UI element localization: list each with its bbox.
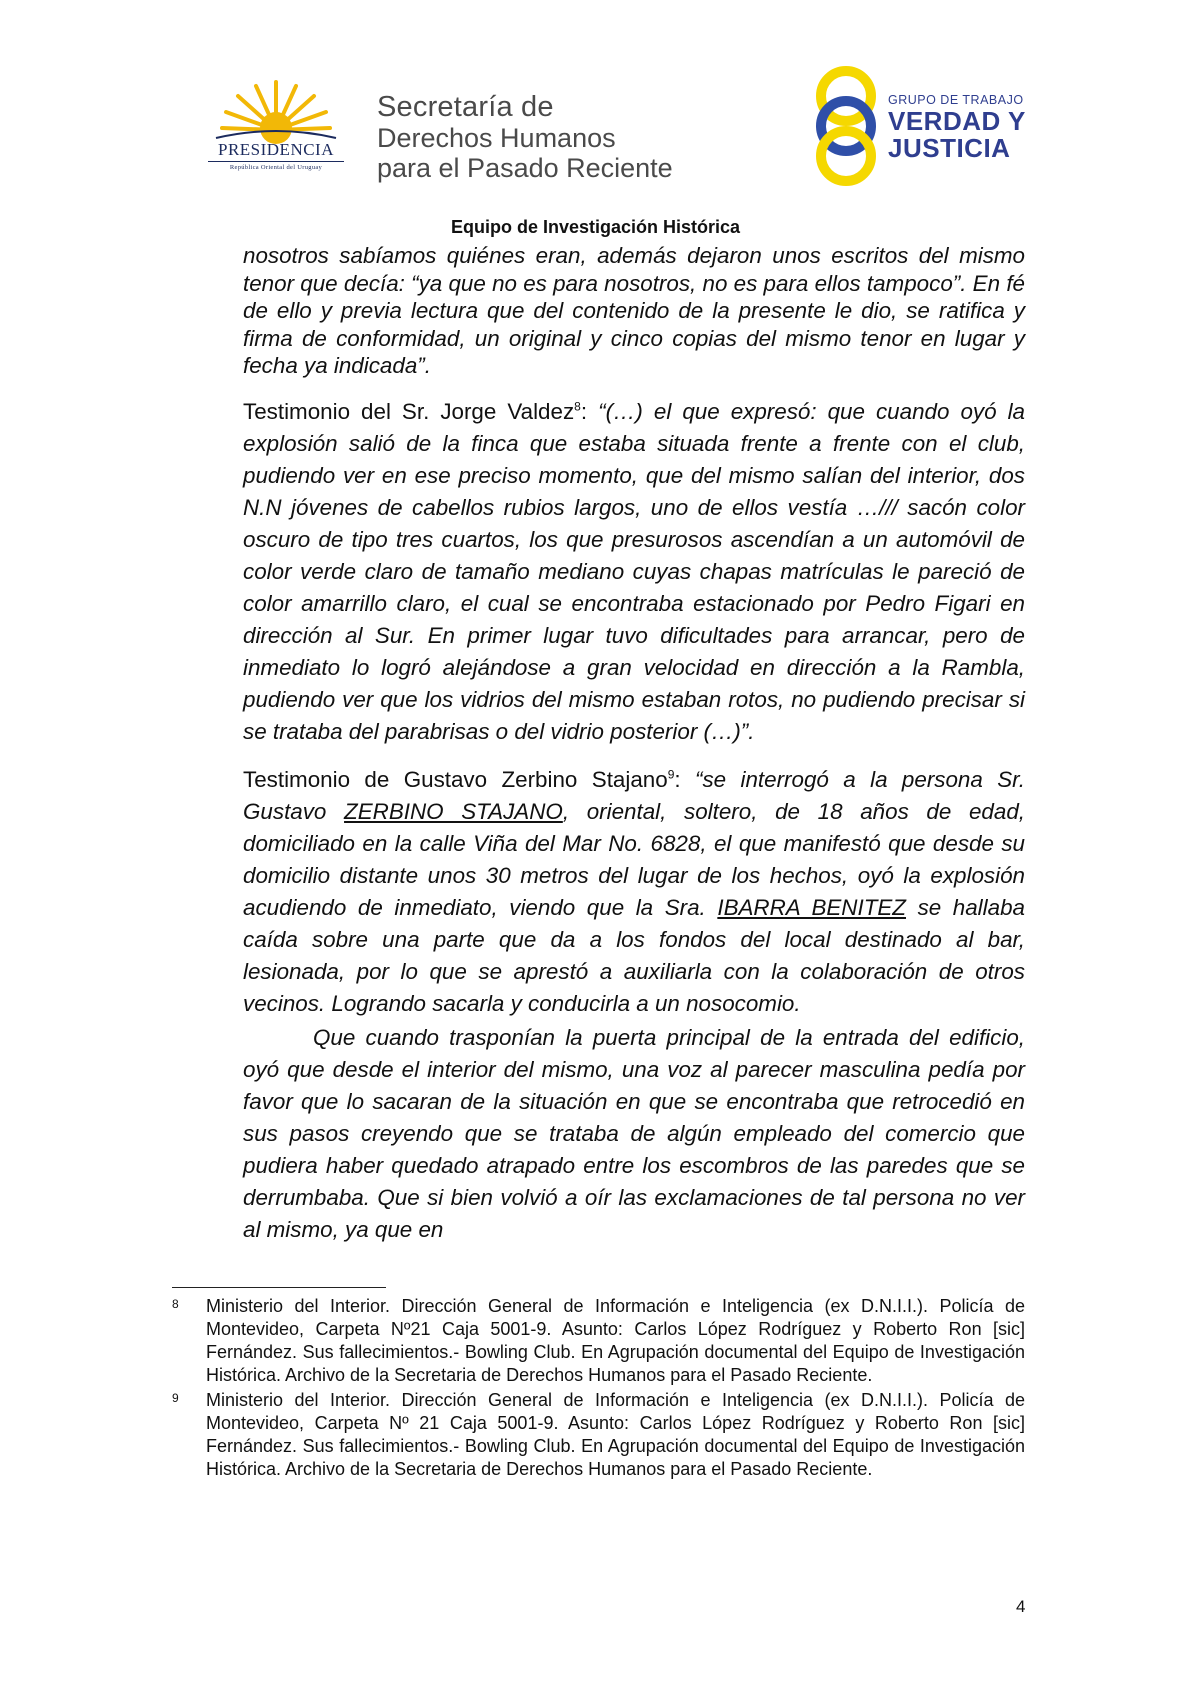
gtvj-line-3: JUSTICIA — [888, 133, 1011, 163]
verdad-justicia-wordmark — [888, 92, 1026, 162]
underlined-name: IBARRA BENITEZ — [717, 894, 906, 920]
quote-part: se hallaba caída sobre una parte que da a los fondos del local destinado al bar, lesionada, por lo que se aprestó a auxiliarla con la colaboración de otros vecinos. Logrando sacarla y conducirla a un nosocomio. — [243, 894, 1025, 1016]
colon: : — [674, 766, 696, 792]
colon: : — [580, 398, 599, 424]
divider — [208, 161, 344, 162]
quote-part: “se interrogó a la persona Sr. Gustavo — [243, 766, 1025, 824]
footnote-number: 8 — [172, 1297, 179, 1311]
paragraph-testimonio-valdez — [243, 396, 1025, 748]
testimonio-label: Testimonio del Sr. Jorge Valdez — [243, 398, 575, 424]
footnotes — [172, 1295, 1025, 1481]
footnote-text: Ministerio del Interior. Dirección General de Información e Inteligencia (ex D.N.I.I.). Policía de Montevideo, Carpeta Nº 21 Caja 5001-9. Asunto: Carlos López Rodríguez y Roberto Ron [sic] Fernández. Sus fallecimientos.- Bowling Club. En Agrupación documental del Equipo de Investigación Histórica. Archivo de la Secretaria de Derechos Humanos para el Pasado Reciente. — [206, 1390, 1025, 1479]
footnote-number: 9 — [172, 1391, 179, 1405]
sun-emblem-icon — [196, 78, 356, 148]
paragraph-continuation: nosotros sabíamos quiénes eran, además dejaron unos escritos del mismo tenor que decía: “ya que no es para nosotros, no es para ellos tampoco”. En fé de ello y previa lectura que del contenido de la presente le dio, se ratifica y firma de conformidad, un original y cinco copias del mismo tenor en lugar y fecha ya indicada”. — [243, 243, 1025, 378]
gtvj-line-2: VERDAD Y — [888, 106, 1026, 136]
paragraph-indented: Que cuando trasponían la puerta principal de la entrada del edificio, oyó que desde el interior del mismo, una voz al parecer masculina pedía por favor que lo sacaran de la situación en que se encontraba que retrocedió en sus pasos creyendo que se trataba de algún empleado del comercio que pudiera haber quedado atrapado entre los escombros de las paredes que se derrumbaba. Que si bien volvió a oír las exclamaciones de tal persona no ver al mismo, ya que en — [243, 1024, 1025, 1242]
secretaria-title — [377, 92, 673, 183]
presidencia-subtitle: República Oriental del Uruguay — [229, 164, 323, 171]
document-header — [0, 0, 1191, 215]
testimonio-quote: “(…) el que expresó: que cuando oyó la explosión salió de la finca que estaba situada frente a frente con el club, pudiendo ver en ese preciso momento, que del mismo salían del interior, dos N.N jóvenes de cabellos rubios largos, uno de ellos vestía …/// sacón color oscuro de tipo tres cuartos, los que presurosos ascendían a un automóvil de color verde claro de tamaño mediano cuyas chapas matrículas le pareció de color amarrillo claro, el cual se encontraba estacionado por Pedro Figari en dirección al Sur. En primer lugar tuvo dificultades para arrancar, pero de inmediato lo logró alejándose a gran velocidad en dirección a la Rambla, pudiendo ver que los vidrios del mismo estaban rotos, no pudiendo precisar si se trataba del parabrisas o del vidrio posterior (…)”. — [243, 398, 1025, 744]
document-body — [243, 242, 1025, 1246]
testimonio-quote — [243, 767, 1025, 1016]
presidencia-name: PRESIDENCIA — [217, 140, 334, 159]
secretaria-line-3: para el Pasado Reciente — [377, 153, 673, 183]
footnote — [172, 1295, 1025, 1387]
footnote-separator — [172, 1287, 386, 1288]
footnote-ref[interactable]: 9 — [667, 767, 675, 782]
paragraph-testimonio-zerbino — [243, 764, 1025, 1020]
secretaria-line-1: Secretaría de — [377, 91, 554, 123]
testimonio-label: Testimonio de Gustavo Zerbino Stajano — [243, 766, 668, 792]
underlined-name: ZERBINO STAJANO — [344, 798, 563, 824]
footnote-ref[interactable]: 8 — [574, 399, 581, 414]
verdad-justicia-logo-icon — [806, 62, 898, 189]
department-heading: Equipo de Investigación Histórica — [450, 217, 741, 237]
page-number: 4 — [1016, 1597, 1026, 1616]
secretaria-line-2: Derechos Humanos — [377, 123, 616, 153]
footnote — [172, 1389, 1025, 1481]
gtvj-line-1: GRUPO DE TRABAJO — [888, 93, 1024, 107]
footnote-text: Ministerio del Interior. Dirección General de Información e Inteligencia (ex D.N.I.I.). Policía de Montevideo, Carpeta Nº21 Caja 5001-9. Asunto: Carlos López Rodríguez y Roberto Ron [sic] Fernández. Sus fallecimientos.- Bowling Club. En Agrupación documental del Equipo de Investigación Histórica. Archivo de la Secretaria de Derechos Humanos para el Pasado Reciente. — [206, 1296, 1025, 1385]
presidencia-logo — [196, 78, 356, 188]
quote-part: , oriental, soltero, de 18 años de edad, domiciliado en la calle Viña del Mar No. 6828, el que manifestó que desde su domicilio distante unos 30 metros del lugar de los hechos, oyó la explosión acudiendo de inmediato, viendo que la Sra. — [243, 798, 1026, 920]
